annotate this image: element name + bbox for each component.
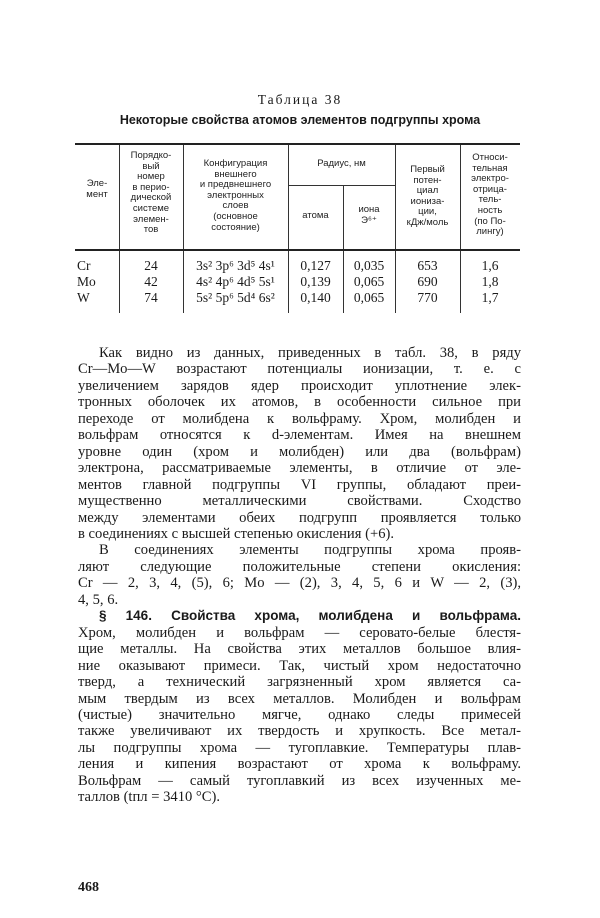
body-text [78, 345, 521, 806]
text-line: уровне один (хром и молибден) или два (вольфрам) [78, 443, 521, 460]
text-line: тронных оболочек их атомов, в особенности сильное при [78, 394, 521, 411]
section-heading: § 146. Свойства хрома, молибдена и вольфрама. [99, 608, 521, 624]
cell-element: W [77, 290, 90, 305]
text-line: Cr—Mo—W возрастают потенциалы ионизации, т. е. с [78, 361, 521, 378]
cell-atom: 0,140 [300, 290, 331, 305]
text-line: переходе от молибдена к вольфраму. Хром, молибден и [78, 410, 521, 427]
text-line: в соединениях с высшей степенью окисления (+6). [78, 525, 394, 542]
header-element: Эле- мент [86, 178, 108, 200]
cell-ion: 0,065 [353, 290, 385, 305]
cell-number: 74 [144, 290, 158, 305]
text-line: также увеличивают их твердость и хрупкость. Все метал- [78, 723, 521, 740]
cell-element: Cr [77, 258, 91, 273]
text-line: увеличением зарядов ядер происходит уплотнение элек- [78, 377, 521, 394]
text-line: лы подгруппы хрома — тугоплавкие. Температуры плав- [78, 739, 521, 756]
cell-electroneg: 1,8 [481, 274, 499, 289]
header-radius: Радиус, нм [317, 158, 366, 169]
header-config: Конфигурация внешнего и предвнешнего электронных слоев (основное состояние) [199, 158, 272, 233]
header-number: Порядко- вый номер в перио- дической системе элемен- тов [130, 150, 172, 236]
text-line: мым твердым из всех металлов. Молибден и вольфрам [78, 690, 521, 707]
table-title: Некоторые свойства атомов элементов подгруппы хрома [119, 113, 481, 127]
text-line: ления и кипения возрастают от хрома к вольфраму. [78, 756, 521, 773]
cell-config: 5s² 5p⁶ 5d⁴ 6s² [196, 290, 275, 305]
header-ionization: Первый потен- циал иониза- ции, кДж/моль [406, 164, 449, 228]
text-line: электрона, рассматриваемые элементы, в отличие от эле- [78, 460, 521, 477]
text-line: между элементами обеих подгрупп проявляется только [78, 509, 521, 526]
header-electronegativity: Относи- тельная электро- отрица- тель- ность (по По- лингу) [471, 152, 509, 238]
text-line: вольфрам относятся к d-элементам. Имея на внешнем [78, 427, 521, 444]
cell-config: 4s² 4p⁶ 4d⁵ 5s¹ [196, 274, 275, 289]
text-line: ляют следующие положительные степени окисления: [78, 558, 521, 575]
text-line: (чистые) значительно мягче, однако следы примесей [78, 706, 521, 723]
cell-config: 3s² 3p⁶ 3d⁵ 4s¹ [196, 258, 275, 273]
header-radius-ion: иона Э⁶⁺ [358, 204, 380, 226]
text-line: ментов главной подгруппы VI группы, обладают преи- [78, 476, 521, 493]
cell-ionization: 770 [417, 290, 438, 305]
cell-electroneg: 1,7 [481, 290, 499, 305]
table-caption: Таблица 38 [257, 92, 343, 107]
text-line: мущественно металлическими свойствами. Сходство [78, 493, 521, 510]
text-line: Хром, молибден и вольфрам — серовато-белые блестя- [78, 624, 521, 641]
text-line: 4, 5, 6. [78, 591, 119, 608]
text-line: ние оказывают примеси. Так, чистый хром недостаточно [78, 657, 521, 674]
cell-atom: 0,127 [300, 258, 331, 273]
cell-number: 24 [144, 258, 158, 273]
text-line: В соединениях элементы подгруппы хрома прояв- [99, 542, 521, 559]
text-line: щие металлы. На свойства этих металлов большое влия- [78, 641, 521, 658]
properties-table [75, 143, 520, 313]
cell-ion: 0,065 [353, 274, 385, 289]
text-line: Как видно из данных, приведенных в табл. 38, в ряду [99, 345, 521, 361]
text-line: Cr — 2, 3, 4, (5), 6; Mo — (2), 3, 4, 5, 6 и W — 2, (3), [78, 575, 521, 592]
cell-ionization: 653 [417, 258, 438, 273]
cell-element: Mo [77, 274, 96, 289]
header-radius-atom: атома [302, 210, 329, 221]
text-line: Вольфрам — самый тугоплавкий из всех изученных ме- [78, 772, 521, 789]
cell-ion: 0,035 [353, 258, 385, 273]
cell-atom: 0,139 [300, 274, 331, 289]
cell-electroneg: 1,6 [481, 258, 499, 273]
cell-ionization: 690 [417, 274, 438, 289]
cell-number: 42 [144, 274, 158, 289]
text-line: таллов (tпл = 3410 °C). [78, 789, 221, 806]
text-line: тверд, а технический загрязненный хром является са- [78, 674, 521, 691]
page-number: 468 [78, 880, 99, 895]
